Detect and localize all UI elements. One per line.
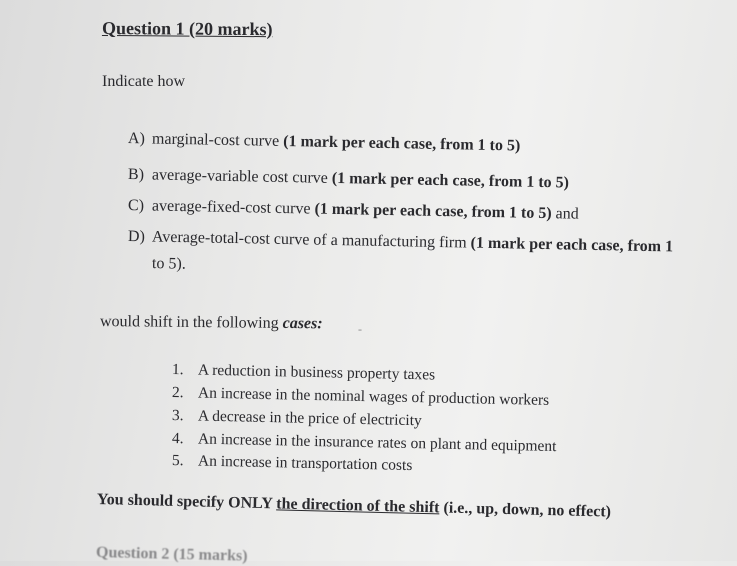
instruction-post: (i.e., up, down, no effect) (439, 499, 611, 520)
curve-text: average-variable cost curve (152, 166, 328, 186)
curve-text: average-fixed-cost curve (152, 197, 311, 217)
curve-tail: and (551, 205, 578, 223)
case-text: An increase in the nominal wages of production workers (198, 385, 550, 409)
cases-lead-text (100, 313, 323, 333)
case-text: An increase in transportation costs (198, 453, 413, 474)
lead-emphasis: cases: (283, 315, 323, 332)
case-number: 3. (172, 407, 198, 426)
case-number: 1. (172, 361, 198, 380)
curve-text: marginal-cost curve (152, 130, 280, 149)
curve-item-b (128, 166, 569, 192)
curve-marks-note: (1 mark per each case, from 1 to 5) (332, 170, 569, 192)
case-item-5 (172, 452, 413, 475)
lead-text: would shift in the following (100, 313, 283, 332)
case-number: 4. (172, 430, 198, 449)
curve-marks-note: (1 mark per each case, from 1 (470, 235, 673, 256)
curve-item-d-continuation: to 5). (152, 255, 186, 274)
curve-item-a (128, 130, 521, 156)
intro-text: Indicate how (102, 73, 185, 91)
curve-item-c (128, 197, 579, 224)
case-item-2 (172, 384, 550, 410)
case-item-3 (172, 407, 422, 430)
curve-text: Average-total-cost curve of a manufacturing firm (152, 228, 467, 251)
curve-letter: A) (128, 130, 152, 148)
curve-marks-note: (1 mark per each case, from 1 to 5) (283, 133, 520, 155)
case-text: A reduction in business property taxes (198, 362, 436, 384)
case-number: 5. (172, 452, 198, 471)
curve-letter: C) (128, 197, 152, 215)
stray-dash-mark: - (358, 322, 362, 337)
case-number: 2. (172, 384, 198, 403)
curve-letter: B) (128, 166, 152, 184)
case-item-1 (172, 361, 436, 385)
case-text: An increase in the insurance rates on plant and equipment (198, 431, 557, 456)
curve-marks-note: (1 mark per each case, from 1 to 5) (314, 201, 551, 223)
curve-item-d (128, 228, 673, 256)
case-item-4 (172, 430, 557, 456)
case-text: A decrease in the price of electricity (198, 408, 422, 430)
instruction-pre: You should specify ONLY (97, 491, 277, 512)
question-title: Question 1 (20 marks) (102, 18, 273, 40)
next-question-heading: Question 2 (15 marks) (96, 544, 248, 566)
instruction-underlined: the direction of the shift (276, 495, 440, 516)
instruction-text (97, 491, 611, 522)
curve-letter: D) (128, 228, 152, 246)
